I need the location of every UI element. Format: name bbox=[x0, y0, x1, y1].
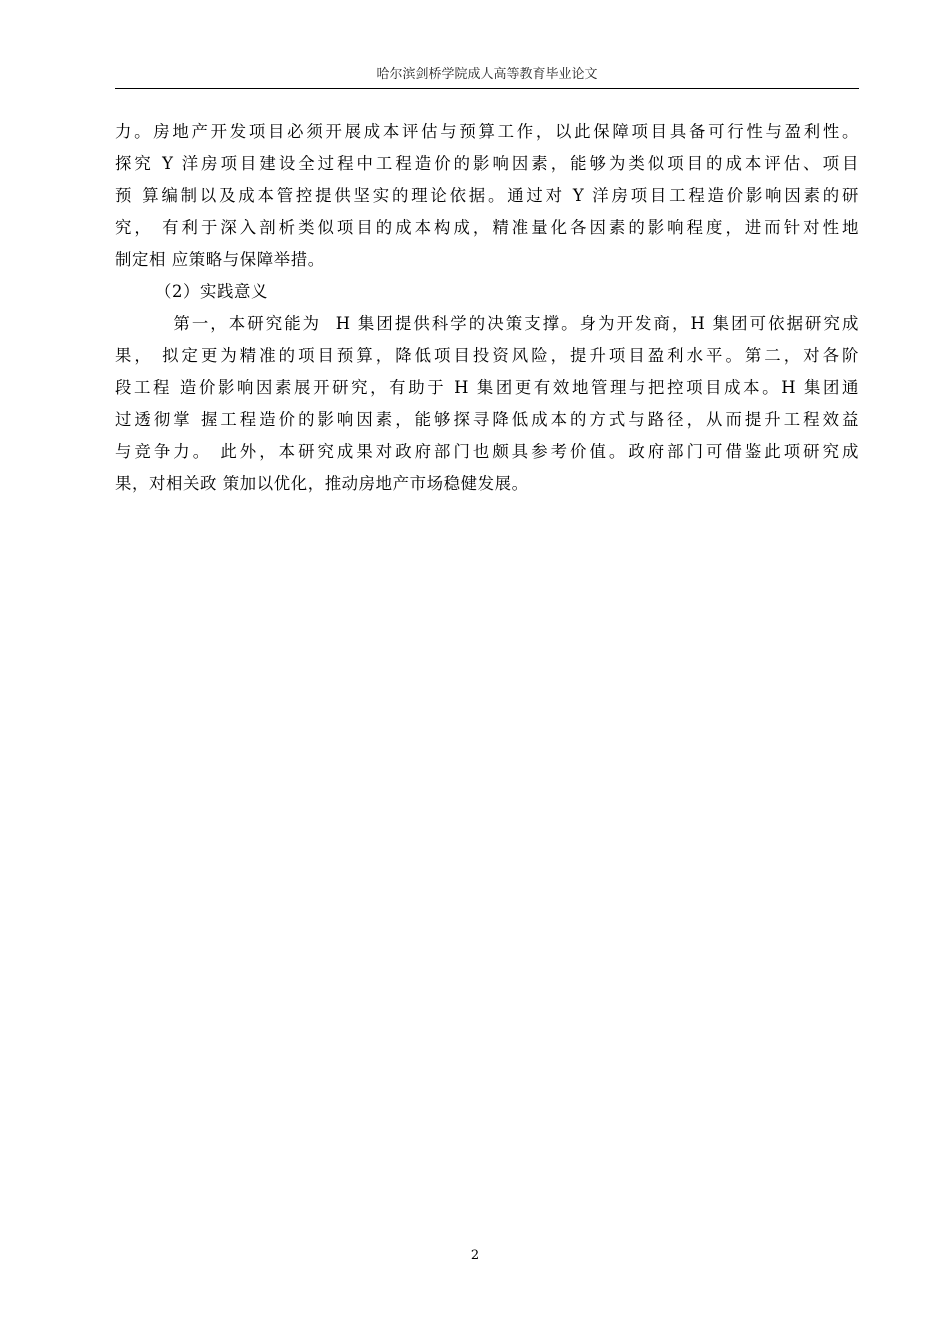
body-text bbox=[115, 116, 859, 500]
text-line: 力。房地产开发项目必须开展成本评估与预算工作，以此保障项目具备可行性与盈利性。 bbox=[115, 122, 859, 141]
text-line: 过透彻掌 握工程造价的影响因素，能够探寻降低成本的方式与路径，从而提升工程效益 bbox=[115, 410, 859, 429]
page-header bbox=[115, 62, 859, 89]
text-line: 预 算编制以及成本管控提供坚实的理论依据。通过对 Y 洋房项目工程造价影响因素的研 bbox=[115, 186, 859, 205]
text-line: 果，对相关政 策加以优化，推动房地产市场稳健发展。 bbox=[115, 474, 529, 493]
text-line: 探究 Y 洋房项目建设全过程中工程造价的影响因素，能够为类似项目的成本评估、项目 bbox=[115, 154, 859, 173]
text-line: 果， 拟定更为精准的项目预算，降低项目投资风险，提升项目盈利水平。第二，对各阶 bbox=[115, 346, 859, 365]
text-line: 制定相 应策略与保障举措。 bbox=[115, 250, 325, 269]
page-number: 2 bbox=[470, 1248, 480, 1263]
paragraph-practical-significance bbox=[115, 308, 859, 500]
text-line: 与竞争力。 此外，本研究成果对政府部门也颇具参考价值。政府部门可借鉴此项研究成 bbox=[115, 442, 859, 461]
text-line: 第一，本研究能为 H 集团提供科学的决策支撑。身为开发商，H 集团可依据研究成 bbox=[115, 314, 859, 333]
paragraph-research-significance bbox=[115, 116, 859, 276]
header-title: 哈尔滨剑桥学院成人高等教育毕业论文 bbox=[376, 67, 598, 82]
text-line: 究， 有利于深入剖析类似项目的成本构成，精准量化各因素的影响程度，进而针对性地 bbox=[115, 218, 859, 237]
text-line: 段工程 造价影响因素展开研究，有助于 H 集团更有效地管理与把控项目成本。H 集团通 bbox=[115, 378, 859, 397]
section-subheading: （2）实践意义 bbox=[155, 282, 268, 301]
